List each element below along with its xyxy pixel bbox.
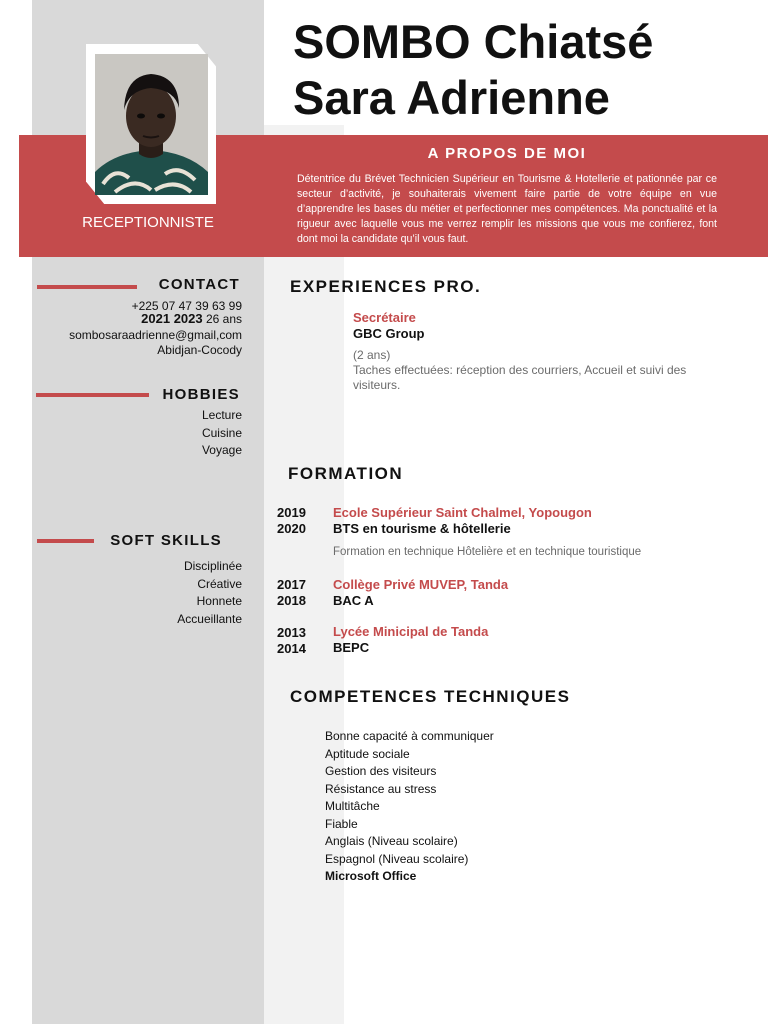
formation-year-end: 2018 [277, 593, 306, 608]
list-item: Aptitude sociale [325, 746, 410, 761]
list-item: Créative [197, 576, 242, 591]
formation-school: Collège Privé MUVEP, Tanda [333, 577, 509, 592]
list-item: Lecture [201, 408, 242, 422]
formation-school: Ecole Supérieur Saint Chalmel, Yopougon [333, 505, 592, 520]
formation-details [333, 577, 508, 609]
list-item: Multitâche [325, 799, 380, 813]
name-line-2: Sara Adrienne [293, 71, 610, 124]
about-text: Détentrice du Brévet Technicien Supérieur en Tourisme & Hotellerie et pationnée par ce secteur d’activité, je souhaiterais vivement faire partie de votre équipe en vue d’apprendre les bases du métier et perfectionner mes compétences. Ma ponctualité et la rigueur avec laquelle vous me verrez remplir les missions que vous me confierez, font dont moi la candidate qu’il vous faut. [297, 173, 717, 245]
middle-strip [264, 125, 344, 1024]
list-item: Anglais (Niveau scolaire) [325, 834, 458, 848]
hobbies-divider [36, 393, 149, 397]
hobbies-list [40, 407, 242, 460]
candidate-name [293, 14, 653, 126]
formation-year-start: 2019 [277, 505, 306, 520]
hobbies-heading: HOBBIES [162, 386, 240, 403]
formation-details [333, 624, 488, 656]
list-item: Cuisine [201, 425, 242, 440]
formation-note: Formation en technique Hôtelière et en technique touristique [333, 546, 642, 558]
contact-years: 2021 2023 [141, 311, 203, 326]
contact-heading: CONTACT [158, 276, 240, 293]
formation-school: Lycée Minicipal de Tanda [333, 624, 489, 639]
list-item: Fiable [325, 816, 358, 831]
list-item: Gestion des visiteurs [325, 764, 437, 778]
list-item: Disciplinée [183, 559, 242, 573]
formation-entry [277, 505, 306, 537]
portrait-image [95, 54, 208, 195]
formation-degree: BEPC [333, 640, 370, 655]
formation-entry [277, 577, 306, 609]
name-line-1: SOMBO Chiatsé [293, 15, 654, 68]
contact-divider [37, 285, 137, 289]
formation-year-start: 2017 [277, 577, 306, 592]
formation-details [333, 505, 641, 559]
list-item: Résistance au stress [325, 781, 437, 796]
formation-heading: FORMATION [288, 464, 404, 483]
contact-email: sombosaraadrienne@gmail,com [69, 328, 242, 342]
contact-location: Abidjan-Cocody [157, 343, 242, 357]
competences-heading: COMPETENCES TECHNIQUES [290, 687, 571, 706]
about-title: A PROPOS DE MOI [427, 145, 587, 162]
formation-year-start: 2013 [277, 625, 306, 640]
contact-years-age [40, 311, 242, 327]
experience-company: GBC Group [353, 326, 425, 341]
list-item: Accueillante [177, 611, 242, 626]
list-item: Microsoft Office [325, 869, 417, 883]
soft-skills-divider [37, 539, 94, 543]
list-item: Espagnol (Niveau scolaire) [325, 851, 469, 866]
formation-degree: BAC A [333, 593, 374, 608]
job-title: RECEPTIONNISTE [82, 214, 214, 231]
contact-phone: +225 07 47 39 63 99 [131, 299, 242, 313]
formation-year-end: 2020 [277, 521, 306, 536]
formation-degree: BTS en tourisme & hôtellerie [333, 521, 511, 536]
contact-age: 26 ans [205, 312, 242, 326]
profile-photo [95, 54, 208, 195]
soft-skills-list [40, 558, 242, 628]
experience-entry [353, 310, 703, 393]
experience-tasks: Taches effectuées: réception des courriers, Accueil et suivi des visiteurs. [353, 363, 687, 392]
formation-year-end: 2014 [277, 641, 306, 656]
list-item: Honnete [196, 594, 242, 608]
experience-duration: (2 ans) [353, 348, 391, 362]
experience-role: Secrétaire [353, 310, 416, 325]
list-item: Bonne capacité à communiquer [325, 729, 494, 743]
formation-entry [277, 625, 306, 657]
soft-skills-heading: SOFT SKILLS [110, 532, 222, 549]
competences-list [325, 728, 494, 886]
experience-heading: EXPERIENCES PRO. [290, 277, 482, 296]
list-item: Voyage [201, 443, 242, 457]
